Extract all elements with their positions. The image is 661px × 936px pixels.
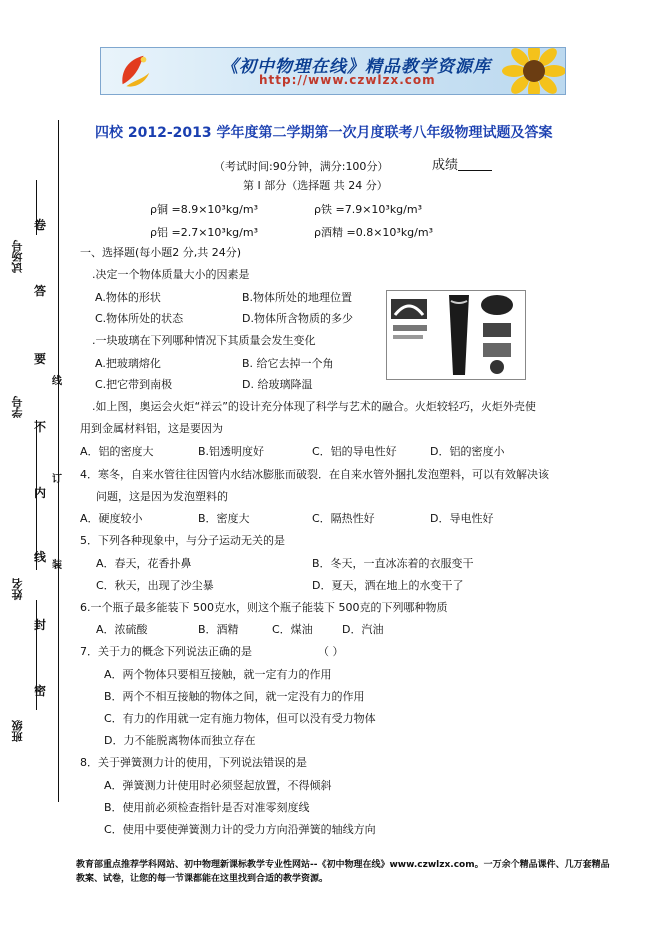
exam-time-label: （考试时间: [214, 160, 273, 173]
q3-option-d[interactable]: D．铝的密度小 [430, 445, 505, 458]
seal-char-4: 不 [34, 420, 47, 434]
grade-label: 成绩 [432, 158, 459, 173]
q3-option-b[interactable]: B.铝透明度好 [198, 445, 265, 458]
q5-option-b[interactable]: B．冬天，一直冰冻着的衣服变干 [312, 557, 474, 570]
q4-option-a[interactable]: A．硬度较小 [80, 512, 143, 525]
seal-char-1: 卷 [34, 218, 47, 232]
q2-option-c[interactable]: C.把它带到南极 [95, 378, 173, 391]
question-6-stem: 6.一个瓶子最多能装下 500克水，则这个瓶子能装下 500克的下列哪种物质 [80, 601, 448, 614]
olympic-torch-image [387, 291, 525, 379]
footer-note: 教育部重点推荐学科网站、初中物理新课标教学专业性网站--《初中物理在线》www.czwlzx.com。一万余个精品课件、几万套精品教案、试卷，让您的每一节课都能在这里找到合适的教学资源。 [76, 860, 610, 884]
binding-char-1: 线 [52, 376, 62, 387]
q4-option-d[interactable]: D．导电性好 [430, 512, 494, 525]
question-2-stem: .一块玻璃在下列哪种情况下其质量会发生变化 [92, 334, 316, 347]
q2-option-d[interactable]: D. 给玻璃降温 [242, 378, 313, 391]
seal-char-5: 内 [34, 486, 47, 500]
q6-option-a[interactable]: A．浓硫酸 [96, 623, 148, 636]
grade-field [432, 154, 492, 173]
section-heading: 一、选择题(每小题2 分,共 24分) [80, 246, 242, 259]
q8-option-a[interactable]: A．弹簧测力计使用时必须竖起放置，不得倾斜 [104, 779, 332, 792]
seal-char-8: 密 [34, 684, 47, 698]
q5-option-a[interactable]: A．春天，花香扑鼻 [96, 557, 192, 570]
sunflower-icon [499, 47, 566, 95]
question-7-stem: 7．关于力的概念下列说法正确的是 [80, 645, 252, 658]
density-aluminum: ρ铝 =2.7×10³kg/m³ [150, 226, 258, 239]
q3-option-a[interactable]: A．铝的密度大 [80, 445, 154, 458]
binding-line [58, 120, 59, 802]
logo-icon [115, 52, 153, 90]
answer-parenthesis[interactable]: （ ） [318, 645, 344, 658]
question-5-stem: 5．下列各种现象中，与分子运动无关的是 [80, 534, 285, 547]
banner-title: 《初中物理在线》精品教学资源库 [221, 57, 491, 77]
q8-option-b[interactable]: B．使用前必须检查指针是否对准零刻度线 [104, 801, 310, 814]
class-label: 班级 [11, 720, 24, 742]
exam-score-value: 100 [345, 160, 367, 173]
q5-option-c[interactable]: C．秋天，出现了沙尘暴 [96, 579, 214, 592]
exam-time-unit: 分钟，满分: [286, 160, 346, 173]
part-heading: 第 I 部分（选择题 共 24 分） [243, 179, 388, 192]
seal-char-2: 答 [34, 284, 47, 298]
grade-blank[interactable] [458, 160, 492, 171]
q1-option-b[interactable]: B.物体所处的地理位置 [242, 291, 353, 304]
density-iron: ρ铁 =7.9×10³kg/m³ [314, 203, 422, 216]
q3-option-c[interactable]: C．铝的导电性好 [312, 445, 397, 458]
q6-option-b[interactable]: B．酒精 [198, 623, 239, 636]
question-4-stem: 4．寒冬，自来水管往往因管内水结冰膨胀而破裂．在自来水管外捆扎发泡塑料，可以有效解决该 [80, 468, 549, 481]
q4-option-c[interactable]: C．隔热性好 [312, 512, 375, 525]
exam-score-unit: 分） [366, 160, 389, 173]
seal-char-6: 线 [34, 550, 47, 564]
q6-option-c[interactable]: C．煤油 [272, 623, 313, 636]
q7-option-b[interactable]: B．两个不相互接触的物体之间，就一定没有力的作用 [104, 690, 365, 703]
question-1-stem: .决定一个物体质量大小的因素是 [92, 268, 250, 281]
q7-option-a[interactable]: A．两个物体只要相互接触，就一定有力的作用 [104, 668, 332, 681]
exam-info [214, 158, 388, 174]
q1-option-c[interactable]: C.物体所处的状态 [95, 312, 184, 325]
page-title: 四校 2012-2013 学年度第二学期第一次月度联考八年级物理试题及答案 [95, 125, 553, 141]
exam-time-value: 90 [272, 160, 287, 173]
student-no-label: 学号 [11, 396, 24, 418]
exam-no-label: 试场号 [11, 240, 24, 273]
binding-char-2: 订 [52, 474, 62, 485]
seal-char-7: 封 [34, 618, 47, 632]
q1-option-d[interactable]: D.物体所含物质的多少 [242, 312, 353, 325]
q6-option-d[interactable]: D．汽油 [342, 623, 384, 636]
q2-option-a[interactable]: A.把玻璃熔化 [95, 357, 161, 370]
question-3-stem-cont: 用到金属材料铝，这是要因为 [80, 422, 223, 435]
question-3-stem: .如上图，奥运会火炬“祥云”的设计充分体现了科学与艺术的融合。火炬较轻巧，火炬外壳使 [92, 400, 536, 413]
seal-char-3: 要 [34, 352, 47, 366]
question-8-stem: 8．关于弹簧测力计的使用，下列说法错误的是 [80, 756, 307, 769]
q7-option-c[interactable]: C．有力的作用就一定有施力物体，但可以没有受力物体 [104, 712, 376, 725]
q7-option-d[interactable]: D．力不能脱离物体而独立存在 [104, 734, 256, 747]
q8-option-c[interactable]: C．使用中要使弹簧测力计的受力方向沿弹簧的轴线方向 [104, 823, 376, 836]
q5-option-d[interactable]: D．夏天，洒在地上的水变干了 [312, 579, 464, 592]
torch-figure [386, 290, 526, 380]
density-copper: ρ铜 =8.9×10³kg/m³ [150, 203, 258, 216]
q2-option-b[interactable]: B. 给它去掉一个角 [242, 357, 334, 370]
q1-option-a[interactable]: A.物体的形状 [95, 291, 161, 304]
q4-option-b[interactable]: B．密度大 [198, 512, 250, 525]
header-banner [100, 47, 566, 95]
binding-char-3: 装 [52, 560, 62, 571]
density-alcohol: ρ酒精 =0.8×10³kg/m³ [314, 226, 433, 239]
banner-url[interactable]: http://www.czwlzx.com [259, 73, 436, 87]
question-4-stem-cont: 问题，这是因为发泡塑料的 [96, 490, 228, 503]
name-label: 姓名 [11, 578, 24, 600]
